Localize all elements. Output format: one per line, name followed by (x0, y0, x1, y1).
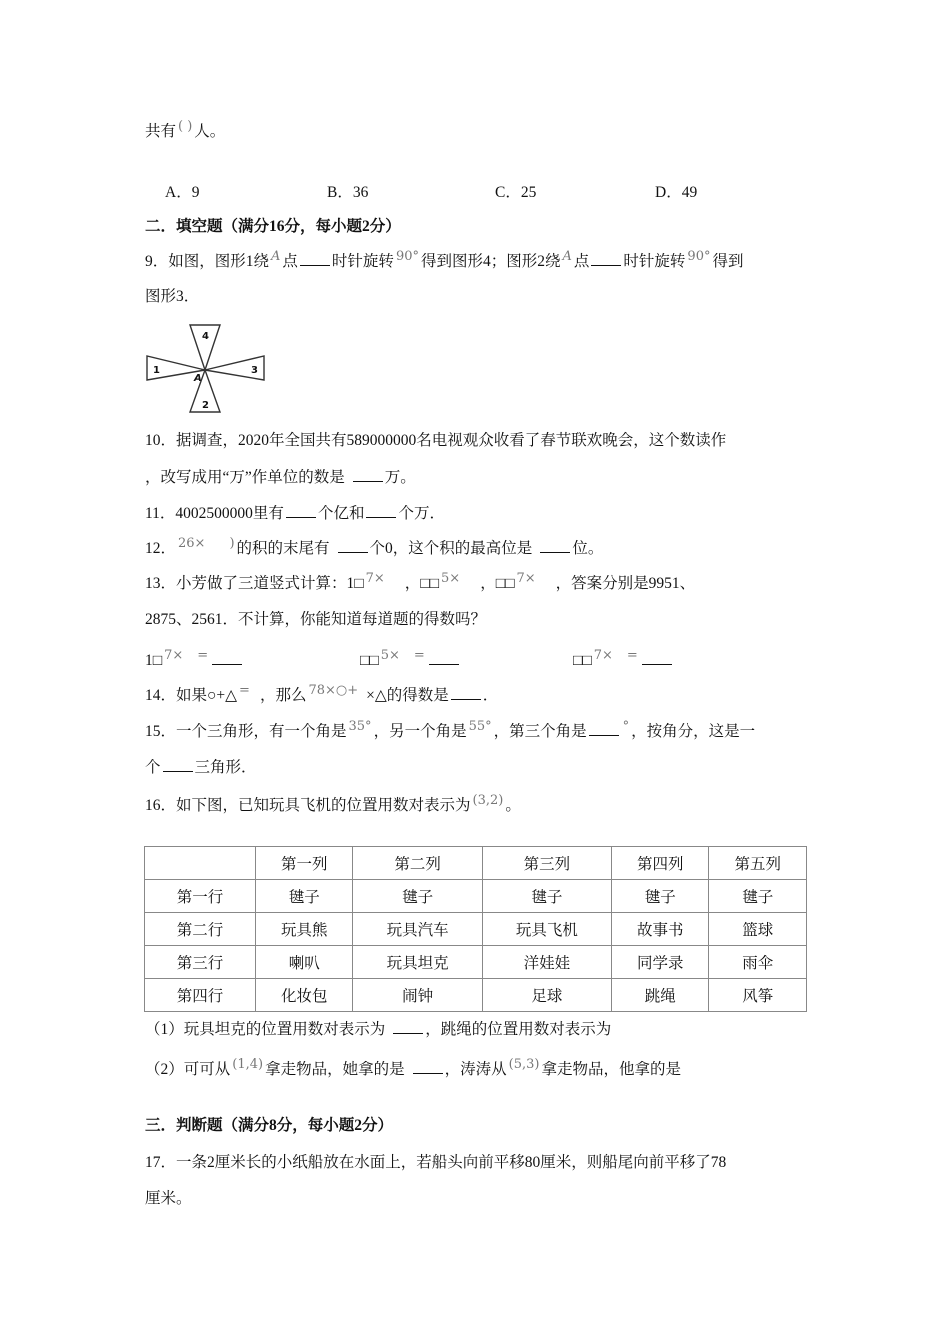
q9-text: 点 (282, 253, 298, 270)
q14-blank[interactable] (451, 698, 481, 700)
q15-text: ，按角分，这是一 (631, 723, 756, 740)
q13-answer-3 (573, 650, 674, 673)
q13-expression: 7× (516, 571, 536, 586)
table-cell: 足球 (482, 979, 611, 1012)
q11-text: 11．4002500000里有 (145, 505, 284, 522)
q13-blank-3[interactable] (642, 663, 672, 665)
figure-label-4: 4 (202, 331, 209, 342)
q16-sub2 (145, 1059, 681, 1082)
q10-blank[interactable] (353, 480, 383, 482)
table-row (145, 913, 807, 946)
q11-text: 个亿和 (317, 505, 365, 522)
q14-text: ． (482, 687, 499, 704)
q17-line2: 厘米。 (145, 1190, 192, 1207)
q9-degree: 90° (395, 249, 419, 264)
q12-text: 位。 (572, 540, 604, 557)
q11 (145, 503, 445, 525)
q9-text: 点 (573, 253, 590, 270)
q9-text: 9．如图，图形1绕 (145, 253, 270, 270)
q13-line2: 2875、2561．不计算，你能知道每道题的得数吗？ (145, 611, 487, 628)
figure-point-a: A (194, 373, 202, 384)
q12-text: 个0，这个积的最高位是 (369, 540, 533, 557)
q16-pair: (3,2) (472, 793, 504, 808)
q8-paren: ( ) (178, 119, 193, 134)
q16-text: 16．如下图，已知玩具飞机的位置用数对表示为 (145, 797, 471, 814)
q8-option-d: D．49 (655, 184, 698, 201)
q14-expression: 78×○+ (308, 683, 359, 698)
q15-angle-2: 55° (468, 719, 492, 734)
q9-blank-1[interactable] (300, 264, 330, 266)
q14-text: 14．如果○+△ (145, 687, 238, 704)
q13-text: 13．小芳做了三道竖式计算：1□ (145, 575, 364, 592)
q9-text: 时针旋转 (331, 253, 394, 270)
q12-blank-2[interactable] (540, 551, 570, 553)
table-cell: 毽子 (256, 880, 353, 913)
q9-degree: 90° (687, 249, 711, 264)
q13-answer-equals: = (626, 648, 638, 663)
q13-expression: 5× (441, 571, 461, 586)
q13-line1 (145, 573, 695, 596)
q14-text: ×△的得数是 (366, 687, 449, 704)
q13-answer-1 (145, 650, 244, 673)
q9-line1 (145, 251, 743, 274)
table-cell: 第三行 (145, 946, 256, 979)
q8-suffix: 人。 (194, 123, 226, 140)
table-cell: 第一行 (145, 880, 256, 913)
figure-label-1: 1 (153, 365, 160, 376)
table-cell: 化妆包 (256, 979, 353, 1012)
q15-text: 三角形． (194, 759, 257, 776)
q10-line1: 10．据调查，2020年全国共有589000000名电视观众收看了春节联欢晚会，这个数读作 (145, 432, 727, 449)
table-cell: 第四列 (612, 847, 709, 880)
q15-line1 (145, 721, 755, 744)
q15-text: ，第三个角是 (493, 723, 587, 740)
table-cell: 第二列 (353, 847, 482, 880)
q9-line2: 图形3． (145, 288, 200, 305)
q16-sub2-text: （2）可可从 (145, 1061, 231, 1078)
q13-expression: 7× (365, 571, 385, 586)
q13-answer-equals: = (413, 648, 425, 663)
q16-text: 。 (505, 797, 521, 814)
table-cell: 第三列 (482, 847, 611, 880)
q9-text: 时针旋转 (623, 253, 686, 270)
q12-text: 的积的末尾有 (236, 540, 330, 557)
q13-answer-prefix: □□ (573, 652, 592, 669)
table-header-row (145, 847, 807, 880)
table-cell: 玩具坦克 (353, 946, 482, 979)
q15-blank-2[interactable] (163, 770, 193, 772)
q15-line2 (145, 757, 257, 779)
q15-blank-1[interactable] (589, 734, 619, 736)
q16-sub2-blank[interactable] (413, 1072, 443, 1074)
q14-equals: = (239, 683, 250, 698)
rotation-figure (145, 322, 270, 414)
table-cell: 第二行 (145, 913, 256, 946)
table-cell: 同学录 (612, 946, 709, 979)
q15-text: 个 (145, 759, 161, 776)
q10-line2 (145, 467, 416, 489)
q14-text: ，那么 (259, 687, 307, 704)
q8-prefix: 共有 (145, 123, 177, 140)
table-cell: 毽子 (709, 880, 807, 913)
q8-option-b: B．36 (327, 184, 369, 201)
q11-blank-1[interactable] (286, 516, 316, 518)
q13-text: ，□□ (480, 575, 515, 592)
q9-point-a: A (562, 249, 572, 264)
q8-option-a: A．9 (165, 184, 200, 201)
q16-sub2-pair-1: (1,4) (232, 1057, 264, 1072)
q16-sub1-text: （1）玩具坦克的位置用数对表示为 (145, 1021, 386, 1038)
q16-sub1-text: ，跳绳的位置用数对表示为 (425, 1021, 612, 1038)
q13-answer-expression: 5× (380, 648, 400, 663)
q16-sub1-blank[interactable] (393, 1032, 423, 1034)
q13-answer-expression: 7× (164, 648, 184, 663)
q12-paren: ) (229, 536, 235, 551)
section3-title: 三．判断题（满分8分，每小题2分） (145, 1117, 394, 1134)
q13-answer-prefix: □□ (360, 652, 379, 669)
q10-text: 万。 (384, 469, 416, 486)
q16-sub2-text: ，涛涛从 (444, 1061, 507, 1078)
q12-text: 12． (145, 540, 177, 557)
table-cell: 喇叭 (256, 946, 353, 979)
q13-answer-prefix: 1□ (145, 652, 163, 669)
table-row (145, 880, 807, 913)
table-cell: 闹钟 (353, 979, 482, 1012)
q13-answer-expression: 7× (593, 648, 613, 663)
q12-expression: 26× (178, 536, 206, 551)
q13-blank-1[interactable] (212, 663, 242, 665)
q9-text: 得到图形4；图形2绕 (420, 253, 561, 270)
q12-blank-1[interactable] (338, 551, 368, 553)
table-row (145, 979, 807, 1012)
table-row (145, 946, 807, 979)
q16-sub2-text: 拿走物品，他拿的是 (541, 1061, 681, 1078)
q15-degree: ° (622, 719, 630, 734)
table-cell: 雨伞 (709, 946, 807, 979)
q16-sub2-pair-2: (5,3) (508, 1057, 540, 1072)
q9-blank-2[interactable] (591, 264, 621, 266)
table-cell: 跳绳 (612, 979, 709, 1012)
q9-point-a: A (271, 249, 281, 264)
table-cell: 第四行 (145, 979, 256, 1012)
q17-line1: 17．一条2厘米长的小纸船放在水面上，若船头向前平移80厘米，则船尾向前平移了78 (145, 1154, 727, 1171)
table-cell: 篮球 (709, 913, 807, 946)
section2-title: 二．填空题（满分16分，每小题2分） (145, 218, 401, 235)
figure-label-3: 3 (251, 365, 258, 376)
q13-answer-2 (360, 650, 461, 673)
position-table (144, 846, 807, 1012)
table-cell: 第一列 (256, 847, 353, 880)
q15-text: ，另一个角是 (373, 723, 467, 740)
q15-text: 15．一个三角形，有一个角是 (145, 723, 347, 740)
q10-text: ，改写成用“万”作单位的数是 (145, 469, 345, 486)
q16 (145, 795, 521, 818)
table-cell: 毽子 (353, 880, 482, 913)
table-cell: 第五列 (709, 847, 807, 880)
q13-text: ，答案分别是9951、 (555, 575, 696, 592)
table-cell (145, 847, 256, 880)
table-cell: 故事书 (612, 913, 709, 946)
q9-text: 得到 (712, 253, 744, 270)
q13-blank-2[interactable] (429, 663, 459, 665)
table-cell: 风筝 (709, 979, 807, 1012)
q14 (145, 685, 498, 708)
q15-angle-1: 35° (348, 719, 372, 734)
q11-text: 个万． (398, 505, 445, 522)
table-cell: 毽子 (482, 880, 611, 913)
figure-label-2: 2 (202, 400, 209, 411)
q16-sub2-text: 拿走物品，她拿的是 (265, 1061, 405, 1078)
q13-text: ，□□ (404, 575, 440, 592)
q16-sub1 (145, 1019, 611, 1041)
q13-answer-equals: = (197, 648, 209, 663)
table-cell: 毽子 (612, 880, 709, 913)
table-cell: 玩具汽车 (353, 913, 482, 946)
q8-option-c: C．25 (495, 184, 537, 201)
table-cell: 玩具飞机 (482, 913, 611, 946)
q12 (145, 538, 603, 561)
q8-tail (145, 121, 225, 144)
table-cell: 洋娃娃 (482, 946, 611, 979)
table-cell: 玩具熊 (256, 913, 353, 946)
q11-blank-2[interactable] (366, 516, 396, 518)
